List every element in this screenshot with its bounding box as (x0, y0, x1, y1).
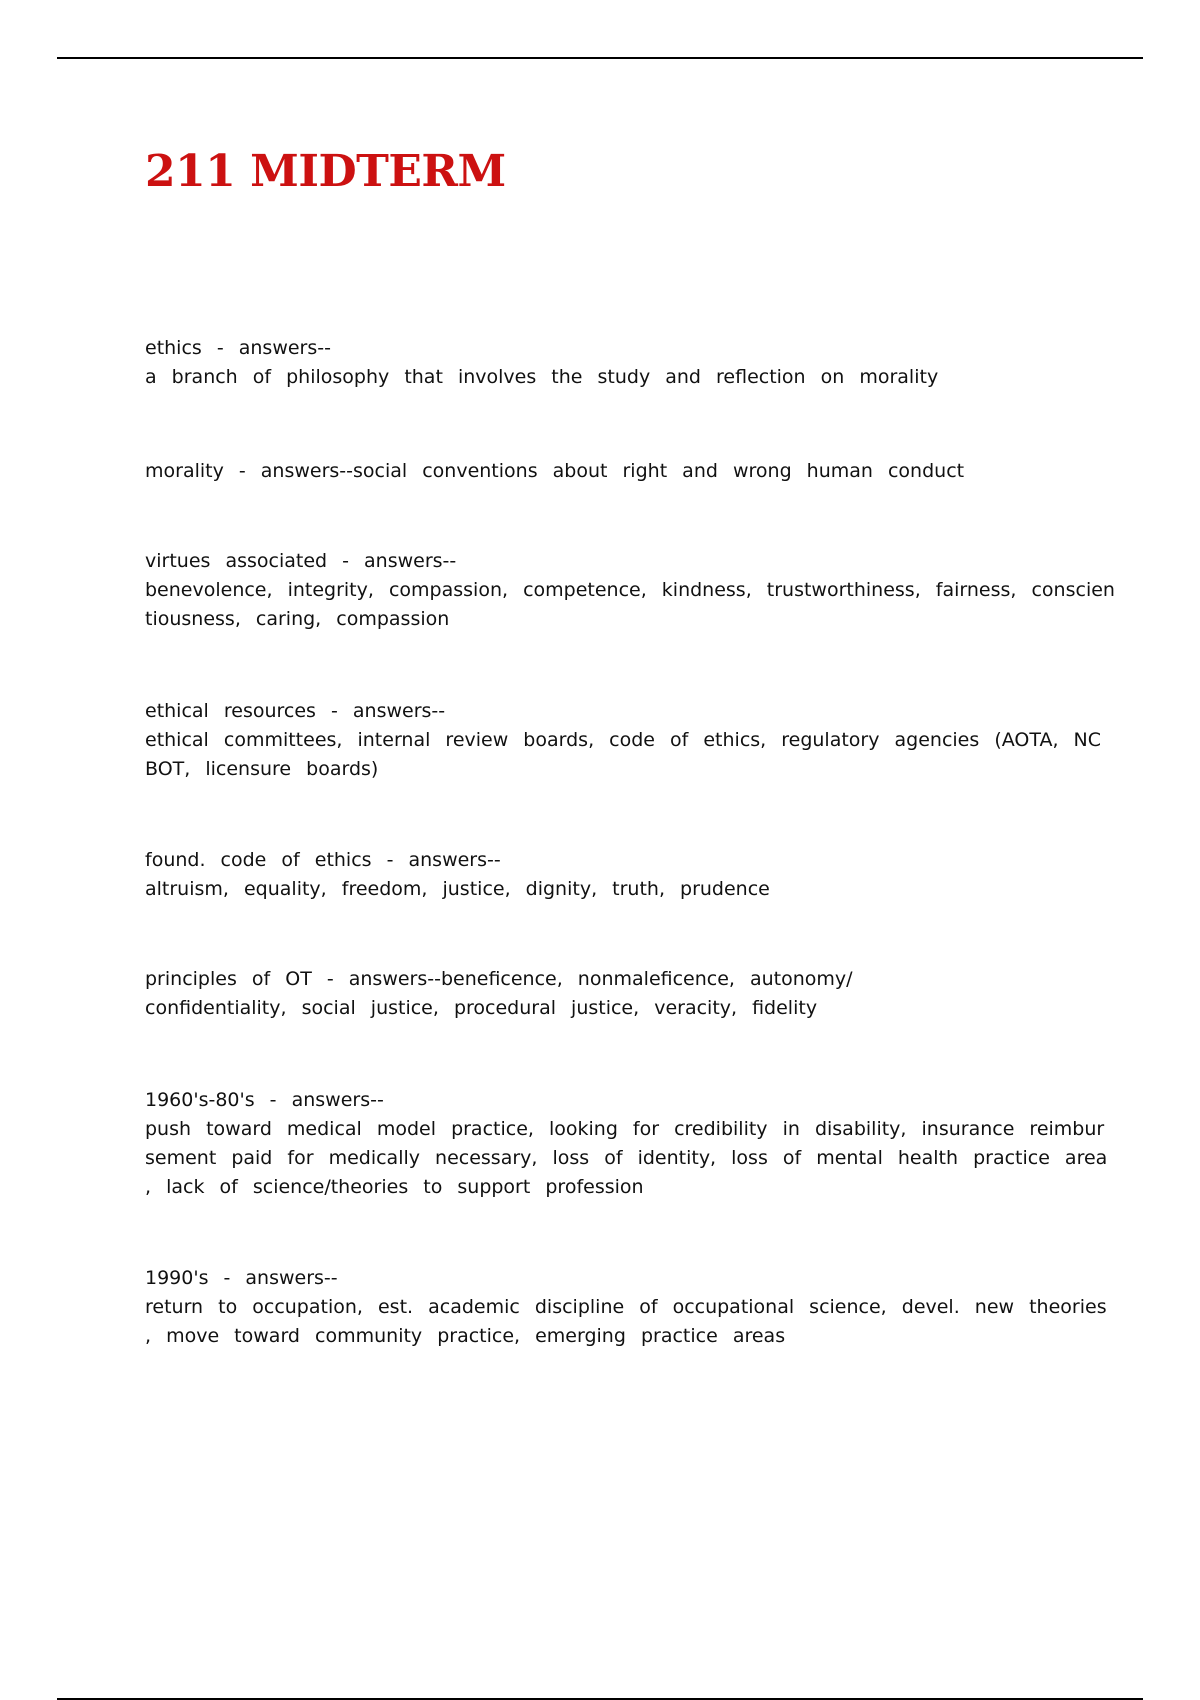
entry-definition-line: BOT, licensure boards) (145, 758, 379, 780)
entry-definition-line: , lack of science/theories to support profession (145, 1176, 644, 1198)
entry-1990s (145, 1264, 1107, 1351)
entry-definition-line: return to occupation, est. academic discipline of occupational science, devel. new theories (145, 1296, 1107, 1318)
entry-definition-line: benevolence, integrity, compassion, competence, kindness, trustworthiness, fairness, conscien (145, 579, 1115, 601)
entry-definition-line: confidentiality, social justice, procedural justice, veracity, fidelity (145, 997, 818, 1019)
entry-ethical-resources (145, 697, 1102, 784)
entry-1960s-80s (145, 1086, 1108, 1202)
entry-term-line: virtues associated - answers-- (145, 550, 457, 572)
entry-term-line: ethics - answers-- (145, 337, 331, 359)
entry-definition-line: sement paid for medically necessary, loss of identity, loss of mental health practice area (145, 1147, 1108, 1169)
entry-term-line: 1960's-80's - answers-- (145, 1089, 384, 1111)
page-title: 211 MIDTERM (145, 146, 506, 197)
entry-definition-line: ethical committees, internal review boards, code of ethics, regulatory agencies (AOTA, NC (145, 729, 1102, 751)
entry-term-line: principles of OT - answers--beneficence, nonmaleficence, autonomy/ (145, 968, 853, 990)
entry-definition-line: a branch of philosophy that involves the study and reflection on morality (145, 366, 939, 388)
entry-virtues-associated (145, 547, 1115, 634)
top-rule (57, 57, 1143, 59)
entry-definition-line: , move toward community practice, emerging practice areas (145, 1325, 786, 1347)
entry-definition-line: altruism, equality, freedom, justice, dignity, truth, prudence (145, 878, 770, 900)
entry-morality (145, 457, 1085, 486)
entry-principles-of-ot (145, 965, 1085, 1023)
entry-definition-line: tiousness, caring, compassion (145, 608, 450, 630)
entry-term-line: ethical resources - answers-- (145, 700, 446, 722)
entry-definition-line: push toward medical model practice, looking for credibility in disability, insurance reimbur (145, 1118, 1105, 1140)
entry-found-code-of-ethics (145, 846, 1085, 904)
entry-ethics (145, 334, 1085, 392)
entry-term-line: found. code of ethics - answers-- (145, 849, 501, 871)
entry-term-line: morality - answers--social conventions about right and wrong human conduct (145, 460, 965, 482)
entry-term-line: 1990's - answers-- (145, 1267, 338, 1289)
